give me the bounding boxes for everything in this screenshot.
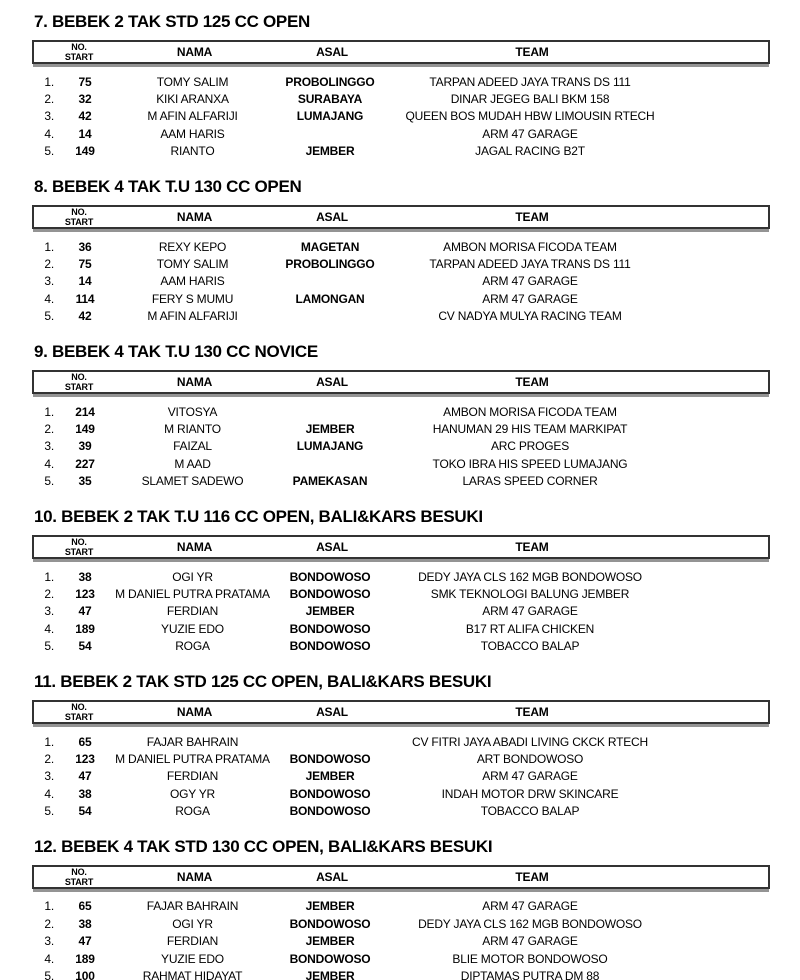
rider-team: ARM 47 GARAGE (482, 899, 578, 914)
table-row (32, 73, 770, 90)
row-position-number: 1. (44, 404, 54, 419)
rider-name: M AFIN ALFARIJI (147, 309, 238, 324)
start-number: 189 (75, 621, 95, 636)
column-header-no-start (34, 702, 112, 722)
table-row (32, 438, 770, 455)
row-position-number: 1. (44, 899, 54, 914)
start-number: 149 (75, 421, 95, 436)
table-row (32, 90, 770, 107)
start-number: 114 (75, 291, 95, 306)
start-number: 214 (75, 404, 95, 419)
column-header-nama: NAMA (176, 539, 213, 554)
rider-team: INDAH MOTOR DRW SKINCARE (441, 786, 619, 801)
column-header-no-start (34, 372, 112, 392)
rider-origin: PROBOLINGGO (285, 257, 375, 272)
column-header-team: TEAM (515, 209, 549, 224)
column-header-team: TEAM (515, 539, 549, 554)
rider-name: YUZIE EDO (161, 621, 224, 636)
rider-name: FERDIAN (166, 604, 219, 619)
column-header-no-label: NO. (71, 536, 87, 547)
rider-name: OGI YR (172, 569, 213, 584)
rider-origin: BONDOWOSO (289, 786, 371, 801)
column-header-start-label: START (64, 381, 94, 392)
rider-name: FAJAR BAHRAIN (146, 734, 239, 749)
rider-team: BLIE MOTOR BONDOWOSO (452, 951, 608, 966)
table-row (32, 108, 770, 125)
start-number: 65 (78, 899, 92, 914)
rider-origin: BONDOWOSO (289, 804, 371, 819)
table-body (32, 568, 770, 655)
column-header-no-label: NO. (71, 206, 87, 217)
rider-name: TOMY SALIM (156, 74, 229, 89)
table-row (32, 750, 770, 767)
column-header-asal: ASAL (316, 869, 348, 884)
start-number: 54 (78, 804, 92, 819)
rider-name: M DANIEL PUTRA PRATAMA (115, 751, 270, 766)
table-body (32, 898, 770, 980)
rider-team: B17 RT ALIFA CHICKEN (465, 621, 595, 636)
table-row (32, 290, 770, 307)
rider-name: FAJAR BAHRAIN (146, 899, 239, 914)
start-number: 65 (78, 734, 92, 749)
rider-origin: JEMBER (305, 934, 355, 949)
rider-name: M AFIN ALFARIJI (147, 109, 238, 124)
column-header-no-label: NO. (71, 701, 87, 712)
column-header-team: TEAM (515, 45, 549, 59)
column-header-no-start (34, 42, 112, 62)
start-number: 123 (75, 751, 95, 766)
rider-name: M DANIEL PUTRA PRATAMA (115, 586, 270, 601)
table-row (32, 768, 770, 785)
rider-team: ARC PROGES (490, 439, 570, 454)
rider-origin: BONDOWOSO (289, 751, 371, 766)
table-body (32, 238, 770, 325)
start-number: 39 (78, 439, 92, 454)
table-row (32, 455, 770, 472)
column-header-no-start (34, 537, 112, 557)
rider-team: ARM 47 GARAGE (482, 126, 578, 141)
row-position-number: 1. (44, 74, 54, 89)
start-number: 36 (78, 239, 92, 254)
rider-name: TOMY SALIM (156, 257, 229, 272)
rider-name: AAM HARIS (160, 274, 225, 289)
row-position-number: 2. (44, 751, 54, 766)
start-number: 47 (78, 604, 92, 619)
table-row (32, 967, 770, 980)
row-position-number: 5. (44, 639, 54, 654)
table-row (32, 585, 770, 602)
start-number: 54 (78, 639, 92, 654)
row-position-number: 5. (44, 144, 54, 159)
section-title: 8. BEBEK 4 TAK T.U 130 CC OPEN (34, 176, 302, 196)
rider-name: ROGA (175, 804, 210, 819)
table-header-row (32, 205, 770, 229)
row-position-number: 2. (44, 421, 54, 436)
rider-team: LARAS SPEED CORNER (462, 474, 598, 489)
rider-team: JAGAL RACING B2T (475, 144, 585, 159)
row-position-number: 5. (44, 804, 54, 819)
table-row (32, 933, 770, 950)
column-header-asal: ASAL (316, 45, 348, 59)
start-number: 42 (78, 109, 92, 124)
rider-origin: BONDOWOSO (289, 951, 371, 966)
rider-name: VITOSYA (167, 404, 218, 419)
start-number: 38 (78, 916, 92, 931)
rider-name: M RIANTO (164, 421, 221, 436)
table-header-row (32, 370, 770, 394)
start-number: 47 (78, 769, 92, 784)
table-body (32, 73, 770, 160)
start-number: 32 (78, 92, 92, 107)
row-position-number: 1. (44, 239, 54, 254)
column-header-no-start (34, 867, 112, 887)
table-body (32, 403, 770, 490)
rider-team: CV NADYA MULYA RACING TEAM (438, 309, 622, 324)
rider-team: HANUMAN 29 HIS TEAM MARKIPAT (432, 421, 628, 436)
table-row (32, 637, 770, 654)
column-header-nama: NAMA (176, 209, 213, 224)
rider-origin: BONDOWOSO (289, 916, 371, 931)
table-row (32, 733, 770, 750)
start-number: 35 (78, 474, 92, 489)
rider-team: QUEEN BOS MUDAH HBW LIMOUSIN RTECH (405, 109, 655, 124)
rider-team: DEDY JAYA CLS 162 MGB BONDOWOSO (418, 569, 642, 584)
start-number: 149 (75, 144, 95, 159)
table-row (32, 950, 770, 967)
class-section (32, 837, 770, 980)
start-number: 75 (78, 74, 92, 89)
row-position-number: 3. (44, 274, 54, 289)
rider-name: YUZIE EDO (161, 951, 224, 966)
rider-name: SLAMET SADEWO (141, 474, 244, 489)
column-header-asal: ASAL (316, 209, 348, 224)
start-number: 14 (78, 126, 92, 141)
rider-origin: JEMBER (305, 604, 355, 619)
rider-team: ARM 47 GARAGE (482, 604, 578, 619)
rider-team: TARPAN ADEED JAYA TRANS DS 111 (429, 257, 631, 272)
column-header-start-label: START (64, 216, 94, 227)
column-header-team: TEAM (515, 704, 549, 719)
rider-team: AMBON MORISA FICODA TEAM (443, 239, 617, 254)
rider-origin: JEMBER (305, 969, 355, 980)
rider-origin: BONDOWOSO (289, 586, 371, 601)
column-header-start-label: START (64, 711, 94, 722)
table-row (32, 273, 770, 290)
rider-team: CV FITRI JAYA ABADI LIVING CKCK RTECH (412, 734, 648, 749)
row-position-number: 4. (44, 786, 54, 801)
rider-name: FAIZAL (173, 439, 212, 454)
rider-origin: LAMONGAN (295, 291, 365, 306)
table-row (32, 785, 770, 802)
rider-origin: PAMEKASAN (292, 474, 368, 489)
rider-team: DEDY JAYA CLS 162 MGB BONDOWOSO (418, 916, 642, 931)
rider-team: AMBON MORISA FICODA TEAM (443, 404, 617, 419)
row-position-number: 4. (44, 126, 54, 141)
rider-name: OGY YR (169, 786, 216, 801)
rider-origin: LUMAJANG (296, 439, 364, 454)
start-number: 100 (75, 969, 95, 980)
row-position-number: 3. (44, 604, 54, 619)
row-position-number: 4. (44, 291, 54, 306)
rider-origin: JEMBER (305, 144, 355, 159)
table-header-row (32, 40, 770, 64)
row-position-number: 5. (44, 309, 54, 324)
rider-name: REXY KEPO (158, 239, 227, 254)
rider-team: ARM 47 GARAGE (482, 934, 578, 949)
table-row (32, 568, 770, 585)
class-section (32, 342, 770, 490)
column-header-no-label: NO. (71, 42, 87, 52)
row-position-number: 3. (44, 934, 54, 949)
rider-team: DINAR JEGEG BALI BKM 158 (450, 92, 610, 107)
rider-team: TOBACCO BALAP (480, 804, 580, 819)
start-number: 42 (78, 309, 92, 324)
table-row (32, 143, 770, 160)
rider-name: OGI YR (172, 916, 213, 931)
rider-origin: BONDOWOSO (289, 639, 371, 654)
table-row (32, 603, 770, 620)
rider-team: TARPAN ADEED JAYA TRANS DS 111 (429, 74, 631, 89)
rider-name: AAM HARIS (160, 126, 225, 141)
row-position-number: 2. (44, 257, 54, 272)
column-header-asal: ASAL (316, 374, 348, 389)
row-position-number: 1. (44, 734, 54, 749)
rider-name: FERDIAN (166, 934, 219, 949)
row-position-number: 2. (44, 916, 54, 931)
rider-origin: PROBOLINGGO (285, 74, 375, 89)
section-title: 9. BEBEK 4 TAK T.U 130 CC NOVICE (34, 341, 318, 361)
table-row (32, 802, 770, 819)
column-header-no-label: NO. (71, 371, 87, 382)
row-position-number: 2. (44, 586, 54, 601)
rider-team: ARM 47 GARAGE (482, 769, 578, 784)
rider-origin: JEMBER (305, 769, 355, 784)
rider-team: DIPTAMAS PUTRA DM 88 (460, 969, 600, 980)
table-header-row (32, 535, 770, 559)
section-title: 7. BEBEK 2 TAK STD 125 CC OPEN (34, 12, 310, 31)
table-header-row (32, 700, 770, 724)
rider-origin: MAGETAN (300, 239, 360, 254)
start-number: 38 (78, 569, 92, 584)
table-row (32, 620, 770, 637)
rider-team: TOKO IBRA HIS SPEED LUMAJANG (432, 456, 628, 471)
start-number: 123 (75, 586, 95, 601)
row-position-number: 5. (44, 969, 54, 980)
rider-name: KIKI ARANXA (156, 92, 229, 107)
table-body (32, 733, 770, 820)
table-row (32, 420, 770, 437)
column-header-nama: NAMA (176, 704, 213, 719)
rider-origin: SURABAYA (297, 92, 363, 107)
column-header-nama: NAMA (176, 374, 213, 389)
column-header-start-label: START (64, 876, 94, 887)
rider-name: RIANTO (170, 144, 215, 159)
column-header-team: TEAM (515, 869, 549, 884)
rider-origin: JEMBER (305, 899, 355, 914)
table-row (32, 308, 770, 325)
row-position-number: 3. (44, 439, 54, 454)
rider-team: ARM 47 GARAGE (482, 291, 578, 306)
section-title: 10. BEBEK 2 TAK T.U 116 CC OPEN, BALI&KARS BESUKI (34, 506, 483, 526)
class-section (32, 177, 770, 325)
rider-team: ARM 47 GARAGE (482, 274, 578, 289)
table-row (32, 403, 770, 420)
rider-name: FERDIAN (166, 769, 219, 784)
column-header-nama: NAMA (176, 869, 213, 884)
row-position-number: 5. (44, 474, 54, 489)
rider-name: ROGA (175, 639, 210, 654)
table-row (32, 915, 770, 932)
column-header-start-label: START (64, 546, 94, 557)
start-number: 14 (78, 274, 92, 289)
table-header-row (32, 865, 770, 889)
row-position-number: 3. (44, 109, 54, 124)
column-header-no-label: NO. (71, 866, 87, 877)
table-row (32, 472, 770, 489)
class-section (32, 507, 770, 655)
column-header-asal: ASAL (316, 539, 348, 554)
row-position-number: 4. (44, 621, 54, 636)
row-position-number: 2. (44, 92, 54, 107)
rider-origin: BONDOWOSO (289, 569, 371, 584)
table-row (32, 898, 770, 915)
column-header-nama: NAMA (176, 45, 213, 59)
column-header-start-label: START (64, 52, 94, 62)
start-number: 75 (78, 257, 92, 272)
row-position-number: 4. (44, 456, 54, 471)
row-position-number: 1. (44, 569, 54, 584)
section-title: 11. BEBEK 2 TAK STD 125 CC OPEN, BALI&KARS BESUKI (34, 671, 492, 691)
table-row (32, 238, 770, 255)
class-section (32, 672, 770, 820)
rider-origin: LUMAJANG (296, 109, 364, 124)
row-position-number: 4. (44, 951, 54, 966)
rider-team: ART BONDOWOSO (476, 751, 584, 766)
column-header-no-start (34, 207, 112, 227)
start-number: 47 (78, 934, 92, 949)
table-row (32, 255, 770, 272)
start-number: 227 (75, 456, 95, 471)
class-section (32, 12, 770, 160)
rider-name: RAHMAT HIDAYAT (142, 969, 243, 980)
row-position-number: 3. (44, 769, 54, 784)
start-number: 189 (75, 951, 95, 966)
table-row (32, 125, 770, 142)
rider-name: FERY S MUMU (151, 291, 234, 306)
start-number: 38 (78, 786, 92, 801)
rider-origin: BONDOWOSO (289, 621, 371, 636)
rider-team: SMK TEKNOLOGI BALUNG JEMBER (430, 586, 630, 601)
rider-team: TOBACCO BALAP (480, 639, 580, 654)
column-header-team: TEAM (515, 374, 549, 389)
section-title: 12. BEBEK 4 TAK STD 130 CC OPEN, BALI&KARS BESUKI (34, 836, 493, 856)
rider-name: M AAD (174, 456, 211, 471)
rider-origin: JEMBER (305, 421, 355, 436)
column-header-asal: ASAL (316, 704, 348, 719)
